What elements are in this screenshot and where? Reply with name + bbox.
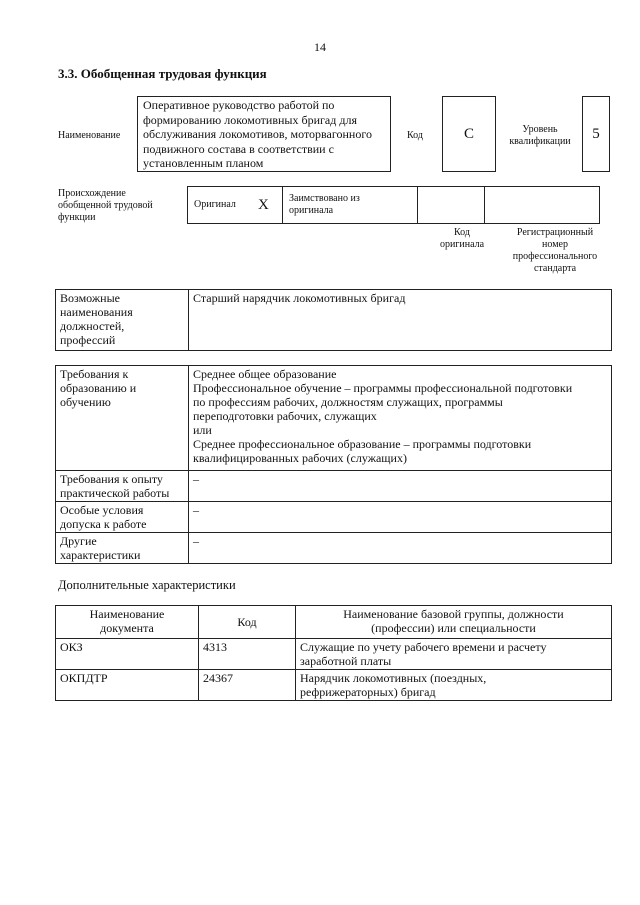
education-line: квалифицированных рабочих (служащих)	[193, 451, 407, 465]
level-value: 5	[582, 96, 610, 172]
origin-table	[187, 186, 600, 224]
col-code-header: Код	[199, 606, 296, 639]
code-value: С	[442, 96, 496, 172]
function-name-box: Оперативное руководство работой по формированию локомотивных бригад для обслуживания локомотивов, моторвагонного подвижного состава в соответствии с установленным планом	[137, 96, 391, 172]
col-doc-line-2: документа	[100, 621, 154, 635]
experience-label-1: Требования к опыту	[60, 472, 163, 486]
origin-label-line-3: функции	[58, 212, 96, 223]
education-line: Среднее общее образование	[193, 367, 337, 381]
other-value: –	[189, 533, 612, 564]
positions-label-2: наименования	[60, 305, 133, 319]
reg-line-2: номер	[542, 239, 568, 250]
borrowed-line-1: Заимствовано из	[289, 193, 360, 204]
row-name	[296, 670, 612, 701]
original-mark: X	[252, 187, 283, 224]
col-group-header	[296, 606, 612, 639]
original-code-caption	[428, 227, 496, 251]
borrowed-label	[283, 187, 418, 224]
positions-label-1: Возможные	[60, 291, 120, 305]
original-label: Оригинал	[188, 187, 253, 224]
col-doc-line-1: Наименование	[89, 607, 165, 621]
row-name-line-2: рефрижераторных) бригад	[300, 685, 436, 699]
table-row	[56, 639, 612, 670]
education-line: или	[193, 423, 212, 437]
row-code: 24367	[199, 670, 296, 701]
section-title: 3.3. Обобщенная трудовая функция	[58, 66, 267, 81]
other-label-1: Другие	[60, 534, 97, 548]
experience-value: –	[189, 471, 612, 502]
reg-line-4: стандарта	[533, 263, 577, 274]
code-label: Код	[407, 130, 423, 141]
origin-label-line-1: Происхождение	[58, 188, 126, 199]
original-code-cell	[418, 187, 485, 224]
reg-number-cell	[485, 187, 600, 224]
conditions-value: –	[189, 502, 612, 533]
row-name-line-2: заработной платы	[300, 654, 392, 668]
education-line: переподготовки рабочих, служащих	[193, 409, 377, 423]
conditions-label	[56, 502, 189, 533]
education-value	[189, 366, 612, 471]
table-row	[56, 670, 612, 701]
education-line: Профессиональное обучение – программы профессиональной подготовки	[193, 381, 573, 395]
education-label	[56, 366, 189, 471]
positions-label-3: должностей,	[60, 319, 125, 333]
origin-label	[58, 188, 153, 224]
additional-title: Дополнительные характеристики	[58, 578, 236, 592]
education-line: по профессиям рабочих, должностям служащих, программы	[193, 395, 503, 409]
education-label-1: Требования к	[60, 367, 129, 381]
additional-table	[55, 605, 612, 701]
education-line: Среднее профессиональное образование – программы подготовки	[193, 437, 532, 451]
page-number: 14	[314, 40, 326, 54]
conditions-label-2: допуска к работе	[60, 517, 147, 531]
reg-number-caption	[500, 227, 610, 275]
col-group-line-2: (профессии) или специальности	[371, 621, 536, 635]
education-label-3: обучению	[60, 395, 111, 409]
requirements-table	[55, 365, 612, 564]
conditions-label-1: Особые условия	[60, 503, 144, 517]
row-code: 4313	[199, 639, 296, 670]
experience-label	[56, 471, 189, 502]
name-label: Наименование	[58, 130, 121, 141]
level-label	[500, 124, 580, 148]
other-label	[56, 533, 189, 564]
level-label-line-2: квалификации	[509, 136, 571, 147]
positions-label-4: профессий	[60, 333, 116, 347]
row-name-line-1: Служащие по учету рабочего времени и расчету	[300, 640, 547, 654]
positions-value: Старший нарядчик локомотивных бригад	[189, 290, 612, 351]
row-name	[296, 639, 612, 670]
reg-line-3: профессионального	[512, 251, 598, 262]
reg-line-1: Регистрационный	[516, 227, 594, 238]
level-label-line-1: Уровень	[522, 124, 558, 135]
positions-table	[55, 289, 612, 351]
other-label-2: характеристики	[60, 548, 141, 562]
education-label-2: образованию и	[60, 381, 137, 395]
row-name-line-1: Нарядчик локомотивных (поездных,	[300, 671, 487, 685]
experience-label-2: практической работы	[60, 486, 170, 500]
positions-label	[56, 290, 189, 351]
orig-code-line-2: оригинала	[439, 239, 485, 250]
borrowed-line-2: оригинала	[289, 205, 334, 216]
row-doc: ОКПДТР	[56, 670, 199, 701]
row-doc: ОКЗ	[56, 639, 199, 670]
col-doc-header	[56, 606, 199, 639]
col-group-line-1: Наименование базовой группы, должности	[343, 607, 564, 621]
origin-label-line-2: обобщенной трудовой	[58, 200, 153, 211]
orig-code-line-1: Код	[454, 227, 470, 238]
